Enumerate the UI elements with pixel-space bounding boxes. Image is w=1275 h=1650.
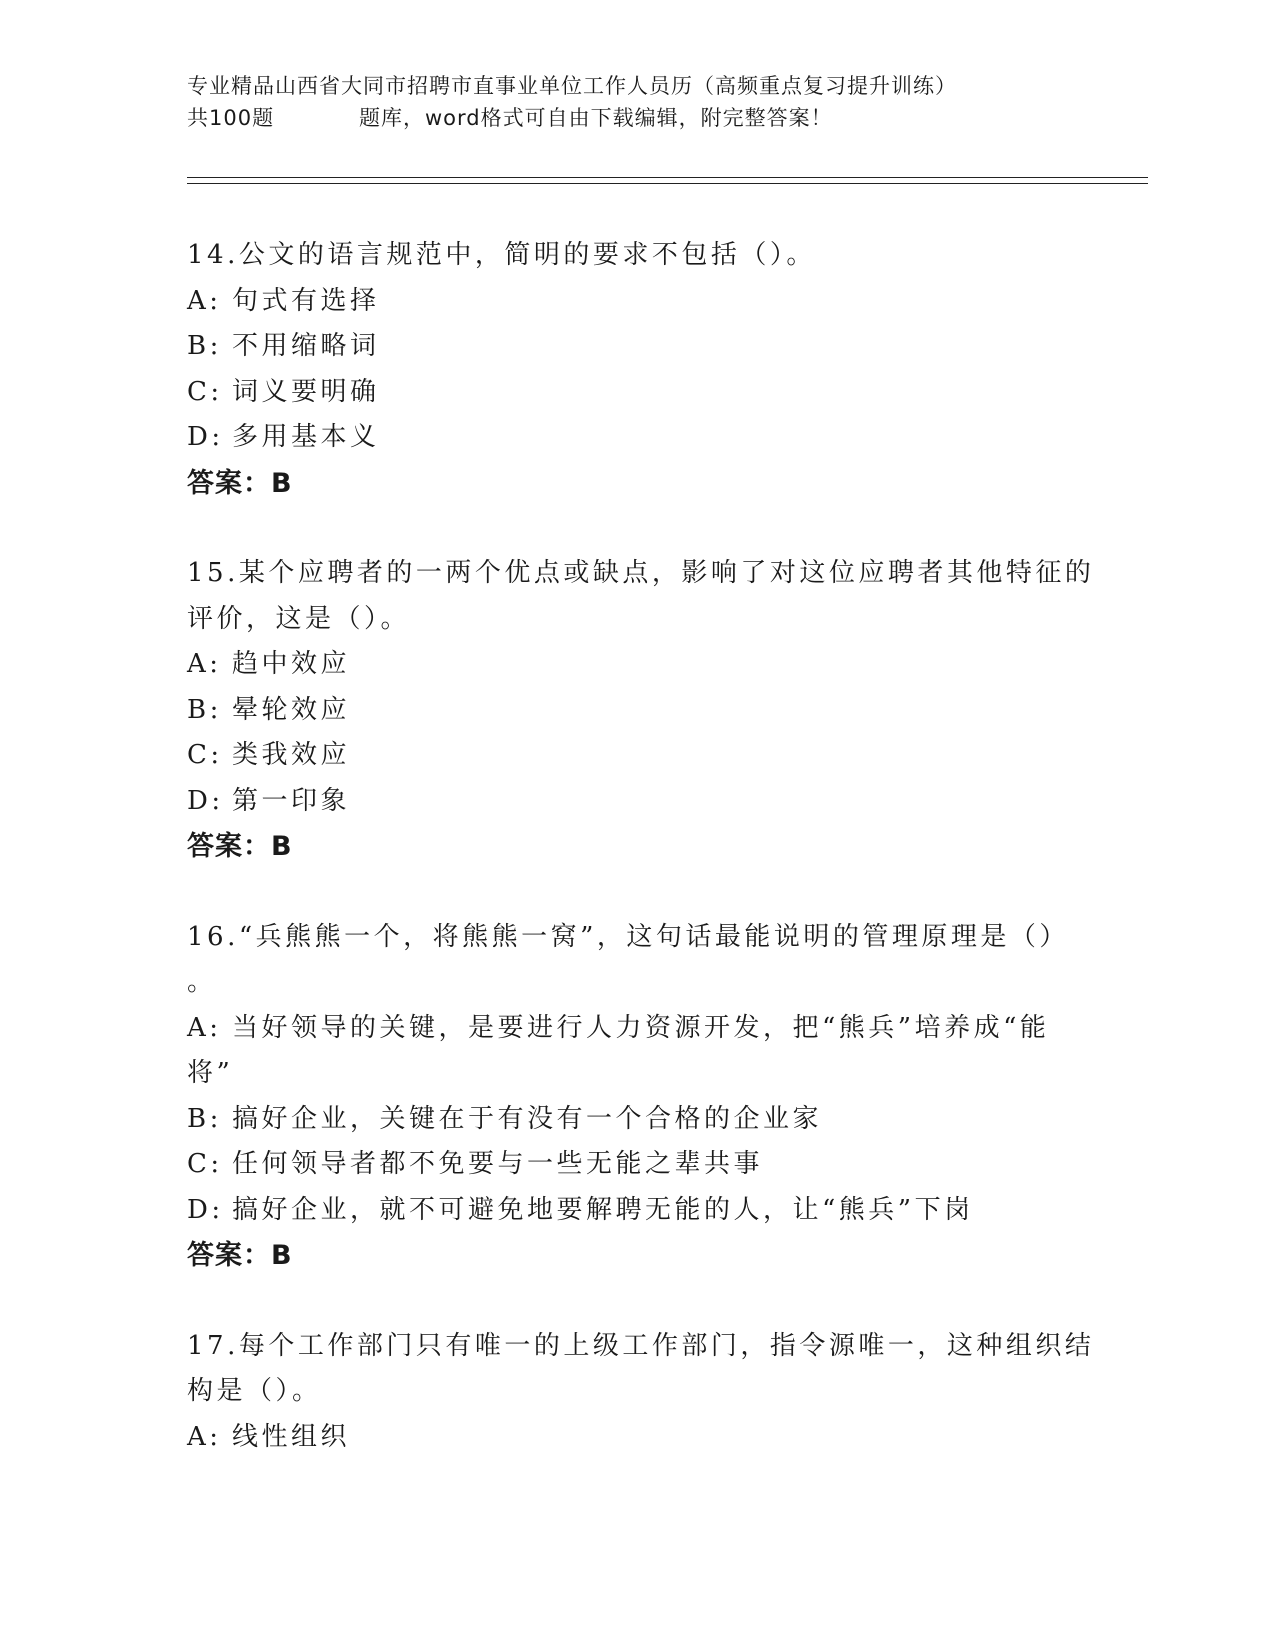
option-text: 句式有选择 (232, 285, 380, 316)
header-divider-top (187, 177, 1148, 178)
option-text: 当好领导的关键，是要进行人力资源开发，把“熊兵”培养成“能 (232, 1012, 1050, 1043)
option-key: A: (187, 649, 222, 679)
question-stem: 14.公文的语言规范中，简明的要求不包括（）。 (187, 240, 816, 270)
option-b (187, 1097, 1087, 1143)
option-text: 任何领导者都不免要与一些无能之辈共事 (232, 1149, 764, 1179)
question-stem-line-2: 评价，这是（）。 (187, 603, 411, 634)
option-key: A: (187, 1012, 222, 1043)
option-text: 多用基本义 (232, 422, 380, 452)
document-subtitle (187, 102, 1147, 134)
question-stem-line-2: 。 (187, 967, 217, 997)
header-divider-bottom (187, 183, 1148, 184)
option-a-continued: 将” (187, 1058, 234, 1088)
option-text: 类我效应 (232, 740, 351, 770)
question-stem-line-1: 16.“兵熊熊一个，将熊熊一窝”，这句话最能说明的管理原理是（） (187, 921, 1069, 952)
question-17 (187, 1324, 1095, 1461)
option-d (187, 1188, 1087, 1234)
question-stem-line-1: 15.某个应聘者的一两个优点或缺点，影响了对这位应聘者其他特征的 (187, 558, 1095, 588)
option-text: 词义要明确 (232, 376, 380, 407)
option-c (187, 733, 1087, 779)
question-stem-line-1: 17.每个工作部门只有唯一的上级工作部门，指令源唯一，这种组织结 (187, 1330, 1095, 1361)
option-b (187, 688, 1087, 734)
answer-label: 答案：B (187, 1240, 293, 1271)
question-16 (187, 915, 1087, 1279)
option-key: D: (187, 1194, 224, 1225)
option-d (187, 415, 1087, 461)
question-stem-line-2: 构是（）。 (187, 1376, 322, 1406)
question-count: 共100题 (187, 106, 275, 130)
option-a (187, 1415, 1087, 1461)
option-key: D: (187, 785, 224, 816)
question-15 (187, 551, 1095, 870)
option-a (187, 279, 1087, 325)
option-key: A: (187, 1421, 222, 1452)
option-text: 不用缩略词 (232, 331, 380, 361)
option-text: 线性组织 (232, 1421, 351, 1452)
option-text: 晕轮效应 (232, 694, 351, 725)
option-key: C: (187, 1149, 223, 1179)
option-text: 搞好企业，关键在于有没有一个合格的企业家 (232, 1103, 823, 1134)
option-text: 搞好企业，就不可避免地要解聘无能的人，让“熊兵”下岗 (232, 1194, 974, 1225)
option-key: C: (187, 376, 223, 407)
option-a (187, 642, 1087, 688)
option-text: 第一印象 (232, 785, 351, 816)
document-description: 题库，word格式可自由下载编辑，附完整答案！ (359, 106, 833, 130)
option-d (187, 779, 1087, 825)
option-key: D: (187, 422, 224, 452)
option-key: B: (187, 331, 222, 361)
option-key: B: (187, 694, 222, 725)
question-list (187, 233, 1095, 1505)
option-c (187, 370, 1087, 416)
option-text: 趋中效应 (232, 649, 351, 679)
question-14 (187, 233, 1087, 506)
option-key: C: (187, 740, 223, 770)
option-a (187, 1006, 1087, 1052)
document-title: 专业精品山西省大同市招聘市直事业单位工作人员历（高频重点复习提升训练） (187, 74, 957, 98)
answer-label: 答案：B (187, 831, 293, 862)
option-key: A: (187, 285, 222, 316)
answer-label: 答案：B (187, 467, 293, 499)
option-b (187, 324, 1087, 370)
document-header (187, 70, 1147, 134)
option-key: B: (187, 1103, 222, 1134)
option-c (187, 1142, 1087, 1188)
